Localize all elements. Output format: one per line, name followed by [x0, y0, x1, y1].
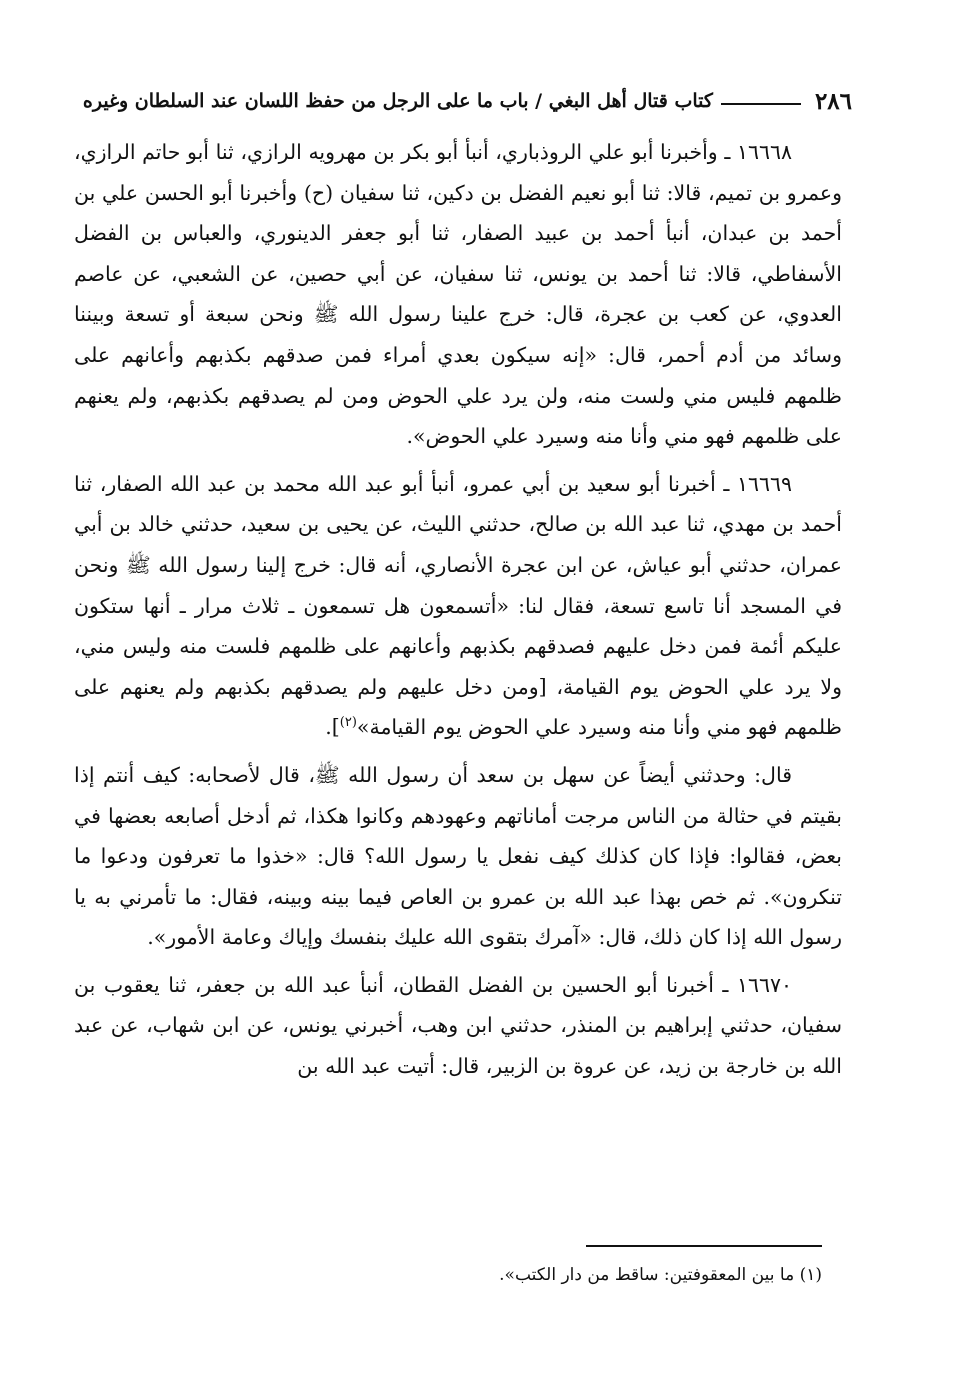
header-rule — [721, 103, 801, 105]
footnote-marker: (٢) — [339, 715, 357, 731]
hadith-16669 — [74, 464, 842, 748]
footnote: (١) ما بين المعقوفتين: ساقط من دار الكتب». — [499, 1265, 822, 1285]
page-number: ٢٨٦ — [814, 87, 852, 115]
footnote-separator — [586, 1245, 822, 1247]
bracket-close: ]. — [325, 715, 340, 740]
hadith-16670: ١٦٦٧٠ ـ أخبرنا أبو الحسين بن الفضل القطان، أنبأ عبد الله بن جعفر، ثنا يعقوب بن سفيان، حدثني إبراهيم بن المنذر، حدثني ابن وهب، أخبرني يونس، عن ابن شهاب، عن عبد الله بن خارجة بن زيد، عن عروة بن الزبير، قال: أتيت عبد الله بن — [74, 972, 842, 1079]
header-title: كتاب قتال أهل البغي / باب ما على الرجل من حفظ اللسان عند السلطان وغيره — [82, 90, 713, 112]
hadith-16668: ١٦٦٦٨ ـ وأخبرنا أبو علي الروذباري، أنبأ أبو بكر بن مهرويه الرازي، ثنا أبو حاتم الرازي، وعمرو بن تميم، قالا: ثنا أبو نعيم الفضل بن دكين، ثنا سفيان (ح) وأخبرنا أبو الحسن علي بن أحمد بن عبدان، أنبأ أحمد بن عبيد الصفار، ثنا أبو جعفر الدينوري، والعباس بن الفضل الأسفاطي، قالا: ثنا أحمد بن يونس، ثنا سفيان، عن أبي حصين، عن الشعبي، عن عاصم العدوي، عن كعب بن عجرة، قال: خرج علينا رسول الله ﷺ ونحن سبعة أو تسعة وبيننا وسائد من أدم أحمر، قال: «إنه سيكون بعدي أمراء فمن صدقهم بكذبهم وأعانهم على ظلمهم فليس مني ولست منه، ولن يرد علي الحوض ومن لم يصدقهم بكذبهم، ولم يعنهم على ظلمهم فهو مني وأنا منه وسيرد علي الحوض». — [74, 140, 842, 449]
sahl-narration: قال: وحدثني أيضاً عن سهل بن سعد أن رسول الله ﷺ، قال لأصحابه: كيف أنتم إذا بقيتم في حثالة من الناس مرجت أماناتهم وعهودهم وكانوا هكذا، ثم أدخل أصابعه بعضها في بعض، فقالوا: فإذا كان كذلك كيف نفعل يا رسول الله؟ قال: «خذوا ما تعرفون ودعوا ما تنكرون». ثم خص بهذا عبد الله بن عمرو بن العاص فيما بينه وبينه، فقال: ما تأمرني به يا رسول الله إذا كان ذلك، قال: «آمرك بتقوى الله عليك بنفسك وإياك وعامة الأمور». — [74, 762, 842, 950]
main-text — [74, 132, 842, 1094]
running-header — [72, 84, 852, 118]
hadith-16669-text: ١٦٦٦٩ ـ أخبرنا أبو سعيد بن أبي عمرو، أنبأ أبو عبد الله محمد بن عبد الله الصفار، ثنا أحمد بن مهدي، ثنا عبد الله بن صالح، حدثني الليث، عن يحيى بن سعيد، حدثني خالد بن أبي عمران، حدثني أبو عياش، عن ابن عجرة الأنصاري، أنه قال: خرج إلينا رسول الله ﷺ ونحن في المسجد أنا تاسع تسعة، فقال لنا: «أتسمعون هل تسمعون ـ ثلاث مرار ـ أنها ستكون عليكم أئمة فمن دخل عليهم فصدقهم بكذبهم وأعانهم على ظلمهم فلست منه وليس مني، ولا يرد علي الحوض يوم القيامة، [ومن دخل عليهم ولم يصدقهم بكذبهم ولم يعنهم على ظلمهم فهو مني وأنا منه وسيرد علي الحوض يوم القيامة» — [74, 471, 842, 740]
